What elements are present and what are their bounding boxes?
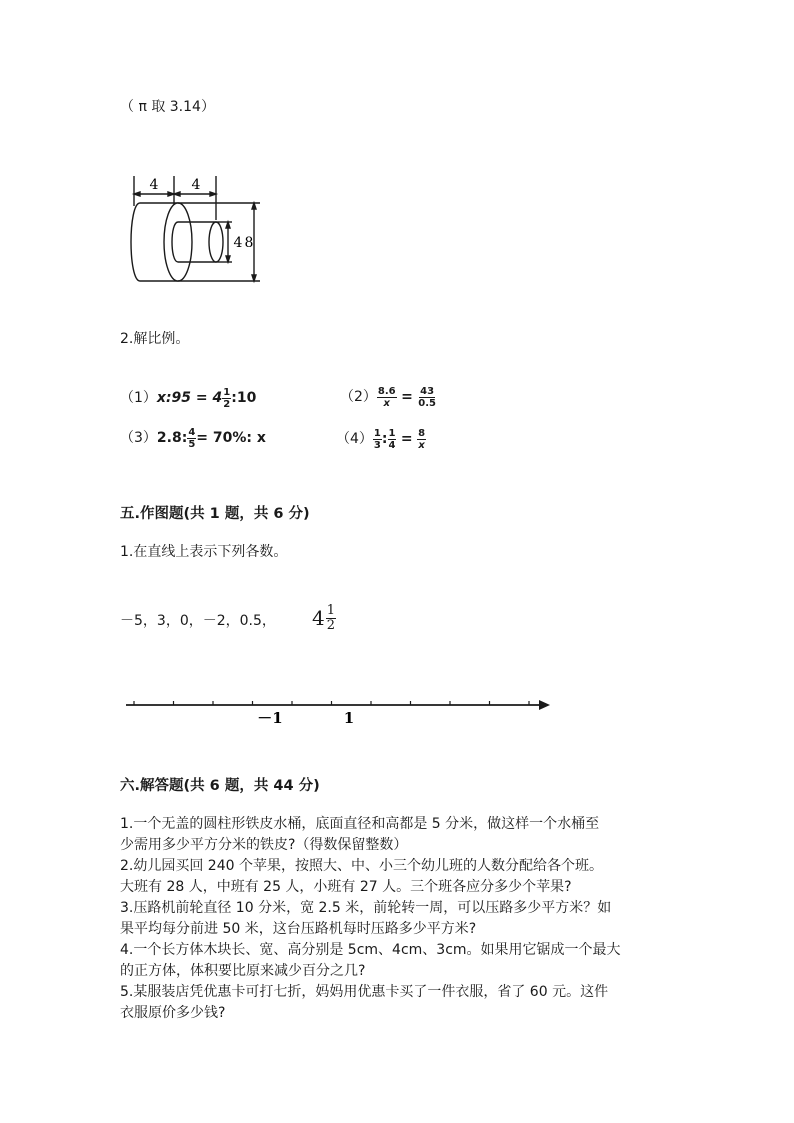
proportion-4-frac1-den: 3	[373, 439, 381, 451]
proportion-1-lhs: x:95 = 4	[156, 390, 223, 406]
section-5-q1: 1.在直线上表示下列各数。	[120, 544, 288, 560]
proportion-2-frac2-den: 0.5	[418, 397, 436, 409]
proportion-1	[120, 386, 256, 410]
axis-label-one: 1	[343, 709, 355, 727]
cylinder-figure	[120, 170, 270, 290]
mixed-number-den: 2	[326, 617, 336, 633]
number-line-arrow	[539, 700, 550, 710]
proportion-2-equals: =	[401, 389, 413, 405]
question-line: 果平均每分前进 50 米，这台压路机每时压路多少平方米?	[120, 921, 477, 937]
proportion-4-frac3-num: 8	[418, 427, 426, 439]
mixed-number-whole: 4	[312, 606, 325, 631]
proportion-4-frac2-den: 4	[388, 439, 396, 451]
proportion-3-frac-den: 5	[188, 438, 196, 450]
proportion-3	[120, 426, 266, 450]
question-line: 4.一个长方体木块长、宽、高分别是 5cm、4cm、3cm。如果用它锯成一个最大	[120, 942, 621, 958]
proportion-4-equals: =	[400, 431, 413, 447]
proportion-2-frac2-num: 43	[420, 385, 435, 397]
proportion-3-rhs: = 70%: x	[196, 430, 266, 446]
question-line: 1.一个无盖的圆柱形铁皮水桶，底面直径和高都是 5 分米，做这样一个水桶至	[120, 816, 600, 832]
dim-top-left: 4	[149, 177, 159, 193]
proportion-1-label: （1）	[120, 390, 157, 406]
proportion-2-frac1-num: 8.6	[377, 385, 396, 397]
dim-outer-diameter: 8	[244, 235, 254, 251]
proportion-3-frac-num: 4	[188, 426, 196, 438]
numbers-list: －5，3，0，－2，0.5，	[120, 613, 276, 629]
proportion-4-label: （4）	[336, 431, 373, 447]
section-5-heading: 五.作图题(共 1 题，共 6 分)	[120, 506, 310, 522]
proportion-2	[340, 382, 437, 412]
proportion-1-rhs: :10	[231, 390, 257, 406]
proportion-4-frac3-den: x	[418, 439, 425, 451]
proportion-2-label: （2）	[340, 389, 377, 405]
question-line: 衣服原价多少钱?	[120, 1005, 226, 1021]
question-line: 3.压路机前轮直径 10 分米，宽 2.5 米，前轮转一周，可以压路多少平方米？如	[120, 900, 612, 916]
proportion-3-lhs: 2.8:	[156, 430, 188, 446]
proportion-1-frac-den: 2	[223, 398, 231, 410]
number-line	[120, 690, 560, 730]
proportion-2-frac1-den: x	[383, 397, 390, 409]
section-6-questions	[120, 814, 680, 1024]
proportion-1-frac-num: 1	[223, 386, 231, 398]
proportion-4-frac2-num: 1	[388, 427, 396, 439]
question-line: 5.某服装店凭优惠卡可打七折，妈妈用优惠卡买了一件衣服，省了 60 元。这件	[120, 984, 609, 1000]
proportion-4-frac1-num: 1	[373, 427, 381, 439]
dim-top-right: 4	[191, 177, 201, 193]
q2-title: 2.解比例。	[120, 331, 190, 347]
question-line: 少需用多少平方分米的铁皮?（得数保留整数）	[120, 837, 408, 853]
mixed-number-num: 1	[326, 603, 336, 618]
proportion-3-label: （3）	[120, 430, 157, 446]
question-line: 大班有 28 人，中班有 25 人，小班有 27 人。三个班各应分多少个苹果?	[120, 879, 572, 895]
proportion-4-colon: :	[381, 431, 388, 447]
mixed-number	[312, 604, 336, 632]
axis-label-neg-one: －1	[257, 709, 283, 727]
question-line: 2.幼儿园买回 240 个苹果，按照大、中、小三个幼儿班的人数分配给各个班。	[120, 858, 603, 874]
proportion-4	[336, 424, 426, 454]
dim-inner-diameter: 4	[233, 235, 243, 251]
section-6-heading: 六.解答题(共 6 题，共 44 分)	[120, 778, 320, 794]
question-line: 的正方体，体积要比原来减少百分之几?	[120, 963, 366, 979]
pi-note: （ π 取 3.14）	[120, 99, 215, 115]
